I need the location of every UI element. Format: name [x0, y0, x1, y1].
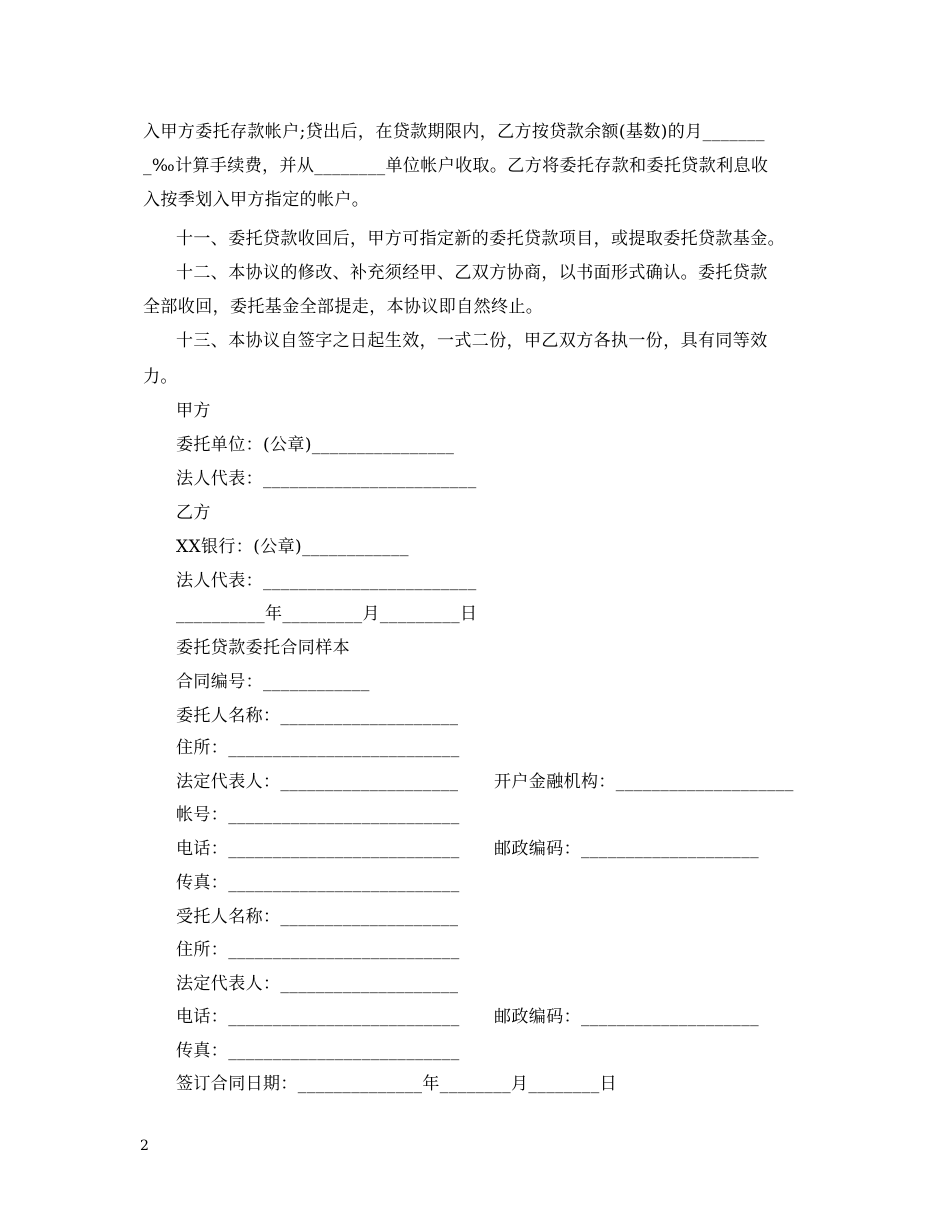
sample-title: 委托贷款委托合同样本 — [176, 638, 350, 658]
clause-13-line: 力。 — [143, 367, 178, 387]
party-b-bank-field: XX银行：(公章)____________ — [176, 537, 409, 557]
principal-fax-field: 传真：__________________________ — [176, 873, 460, 893]
date-line: __________年_________月_________日 — [176, 604, 478, 624]
clause-12-line: 全部收回，委托基金全部提走，本协议即自然终止。 — [143, 297, 544, 317]
trustee-postcode-field: 邮政编码：____________________ — [494, 1007, 759, 1027]
party-a-unit-field: 委托单位：(公章)________________ — [176, 435, 455, 455]
principal-account-field: 帐号：__________________________ — [176, 805, 460, 825]
clause-12-line: 十二、本协议的修改、补充须经甲、乙双方协商，以书面形式确认。委托贷款 — [176, 263, 768, 283]
trustee-name-field: 受托人名称：____________________ — [176, 907, 459, 927]
party-b-representative-field: 法人代表：________________________ — [176, 571, 477, 591]
trustee-address-field: 住所：__________________________ — [176, 940, 460, 960]
party-a-heading: 甲方 — [176, 401, 211, 421]
paragraph-line: 入按季划入甲方指定的帐户。 — [143, 190, 370, 210]
principal-name-field: 委托人名称：____________________ — [176, 706, 459, 726]
clause-11: 十一、委托贷款收回后，甲方可指定新的委托贷款项目，或提取委托贷款基金。 — [176, 229, 785, 249]
principal-postcode-field: 邮政编码：____________________ — [494, 839, 759, 859]
signing-date-field: 签订合同日期：______________年________月________日 — [176, 1074, 617, 1094]
principal-address-field: 住所：__________________________ — [176, 738, 460, 758]
trustee-fax-field: 传真：__________________________ — [176, 1041, 460, 1061]
trustee-legal-rep-field: 法定代表人：____________________ — [176, 974, 459, 994]
principal-bank-institution-field: 开户金融机构：____________________ — [494, 772, 794, 792]
party-b-heading: 乙方 — [176, 503, 211, 523]
principal-legal-rep-field: 法定代表人：____________________ — [176, 772, 459, 792]
paragraph-line: 入甲方委托存款帐户;贷出后，在贷款期限内，乙方按贷款余额(基数)的月_______ — [143, 122, 765, 142]
contract-number-field: 合同编号：____________ — [176, 672, 370, 692]
page-number: 2 — [140, 1138, 149, 1154]
principal-phone-field: 电话：__________________________ — [176, 839, 460, 859]
party-a-representative-field: 法人代表：________________________ — [176, 469, 477, 489]
paragraph-line: _‰计算手续费，并从________单位帐户收取。乙方将委托存款和委托贷款利息收 — [143, 156, 769, 176]
clause-13-line: 十三、本协议自签字之日起生效，一式二份，甲乙双方各执一份，具有同等效 — [176, 331, 768, 351]
trustee-phone-field: 电话：__________________________ — [176, 1007, 460, 1027]
